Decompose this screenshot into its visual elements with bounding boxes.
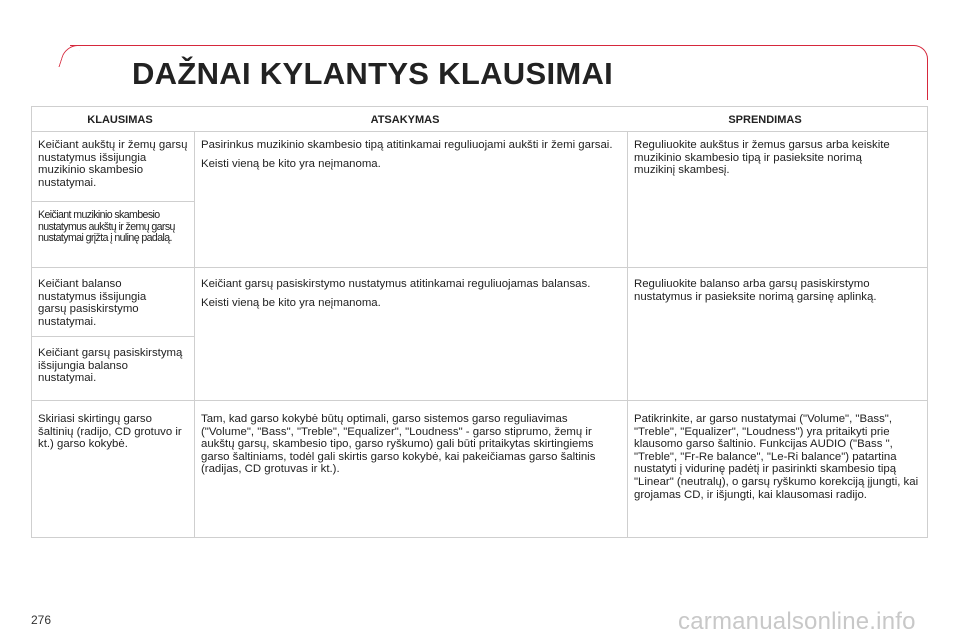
table-cell-answer (201, 278, 611, 315)
watermark: carmanualsonline.info (678, 608, 916, 635)
answer-paragraph: Pasirinkus muzikinio skambesio tipą atitinkamai reguliuojami aukšti ir žemi garsai. (201, 139, 613, 151)
table-cell-question: Keičiant balanso nustatymus išsijungia garsų pasiskirstymo nustatymai. (38, 278, 147, 328)
column-header-question: KLAUSIMAS (87, 114, 153, 126)
table-cell-answer (201, 413, 621, 482)
page-title: DAŽNAI KYLANTYS KLAUSIMAI (132, 56, 614, 91)
page-number: 276 (31, 613, 52, 627)
row-divider-1a (31, 201, 194, 202)
row-divider-2a (31, 336, 194, 337)
table-cell-solution: Reguliuokite balanso arba garsų pasiskirstymo nustatymus ir pasieksite norimą garsinę aplinką. (634, 278, 877, 303)
header-divider (31, 131, 928, 132)
table-cell-answer (201, 139, 621, 176)
column-divider-1 (194, 131, 195, 538)
column-divider-2 (627, 131, 628, 538)
table-cell-question: Keičiant garsų pasiskirstymą išsijungia balanso nustatymai. (38, 347, 183, 385)
answer-paragraph: Keisti vieną be kito yra neįmanoma. (201, 296, 381, 309)
row-divider-3 (31, 400, 928, 401)
column-header-solution: SPRENDIMAS (728, 114, 802, 126)
table-cell-question: Keičiant muzikinio skambesio nustatymus aukštų ir žemų garsų nustatymai grįžta į nulinę padalą. (38, 209, 175, 245)
table-cell-question: Keičiant aukštų ir žemų garsų nustatymus išsijungia muzikinio skambesio nustatymai. (38, 139, 188, 189)
answer-paragraph: Keisti vieną be kito yra neįmanoma. (201, 157, 381, 170)
table-cell-question: Skiriasi skirtingų garso šaltinių (radijo, CD grotuvo ir kt.) garso kokybė. (38, 413, 182, 451)
row-divider-2 (31, 267, 928, 268)
column-header-answer: ATSAKYMAS (370, 114, 440, 126)
answer-paragraph: Tam, kad garso kokybė būtų optimali, garso sistemos garso reguliavimas ("Volume", "Bass", "Treble", "Equalizer", "Loudness" - garso stiprumo, žemų ir aukštų garsų, skambesio tipo, garso ryškumo) gali būti pritaikytas skirtingiems garso šaltiniams, todėl gali skirtis garso kokybė, kai pakeičiamas garso šaltinis (radijas, CD grotuvas ir kt.). (201, 413, 596, 476)
table-cell-solution: Patikrinkite, ar garso nustatymai ("Volume", "Bass", "Treble", "Equalizer", "Loudness") yra pritaikyti prie klausomo garso šaltinio. Funkcijas AUDIO ("Bass ", "Treble", "Fr-Re balance", "Le-Ri balance") patartina nustatyti į vidurinę padėtį ir pasirinkti skambesio tipą "Linear" (neutralų), o garsų ryškumo korekciją įjungti, kai grojamas CD, ir išjungti, kai klausomasi radijo. (634, 413, 919, 501)
answer-paragraph: Keičiant garsų pasiskirstymo nustatymus atitinkamai reguliuojamas balansas. (201, 278, 591, 290)
table-cell-solution: Reguliuokite aukštus ir žemus garsus arba keiskite muzikinio skambesio tipą ir pasieksite norimą muzikinį skambesį. (634, 139, 890, 177)
